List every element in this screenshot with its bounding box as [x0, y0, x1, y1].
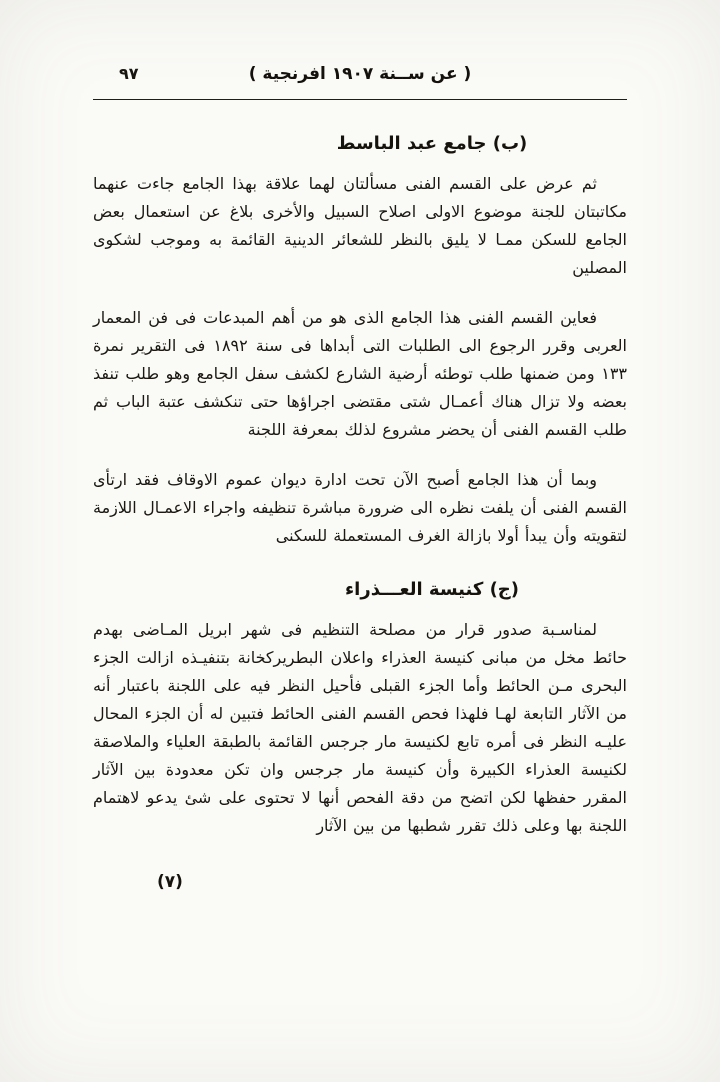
paragraph: فعاين القسم الفنى هذا الجامع الذى هو من أهم المبدعات فى فن المعمار العربى وقرر الرجوع الى الطلبات التى أبداها فى سنة ١٨٩٢ فى التقرير نمرة ١٣٣ ومن ضمنها طلب توطئه أرضية الشارع لكشف سفل الجامع وهو طلب تنفذ بعضه ولا تزال هناك أعمـال شتى مقتضى اجراؤها حتى تنكشف عتبة الباب ثم طلب القسم الفنى أن يحضر مشروع لذلك بمعرفة اللجنة: [93, 308, 627, 439]
page-header: [93, 0, 627, 90]
text-block: [93, 0, 627, 892]
page-number: ٩٧: [119, 64, 139, 83]
section-heading-mosque: (ب) جامع عبد الباسط: [336, 133, 528, 154]
paragraph: ثم عرض على القسم الفنى مسألتان لهما علاقة بهذا الجامع جاءت عنهما مكاتبتان للجنة موضوع الاولى اصلاح السبيل والأخرى بلاغ عن استعمال بعض الجامع للسكن ممـا لا يليق بالنظر للشعائر الدينية القائمة به وموجب لشكوى المصلين: [93, 174, 627, 277]
paragraph: وبما أن هذا الجامع أصبح الآن تحت ادارة ديوان عموم الاوقاف فقد ارتأى القسم الفنى أن يلفت نظره الى ضرورة مباشرة تنظيفه واجراء الاعمـال اللازمة لتقويته وأن يبدأ أولا بازالة الغرف المستعملة للسكنى: [93, 470, 627, 545]
header-divider: [93, 99, 627, 100]
running-header-title: ( عن ســنة ١٩٠٧ افرنجية ): [248, 64, 472, 84]
paragraph: لمناسـبة صدور قرار من مصلحة التنظيم فى شهر ابريل المـاضى بهدم حائط مخل من مبانى كنيسة العذراء واعلان البطريركخانة بتنفيـذه ازالت الجزء البحرى مـن الحائط وأما الجزء القبلى فأحيل النظر فيه على اللجنة باعتبار أنه من الآثار التابعة لهـا فلهذا فحص القسم الفنى الحائط فتبين له أن الجزء المحال عليـه النظر فى أمره تابع لكنيسة مار جرجس القائمة بالطبقة العلياء والملاصقة لكنيسة العذراء الكبيرة وأن كنيسة مار جرجس وان تكن معدودة بين الآثار المقرر حفظها لكن اتضح من دقة الفحص أنها لا تحتوى على شئ يدعو لاهتمام اللجنة بها وعلى ذلك تقرر شطبها من بين الآثار: [93, 620, 627, 835]
section-heading-church: (ج) كنيسة العـــذراء: [344, 579, 520, 600]
sheet-signature-mark: (٧): [157, 872, 183, 892]
